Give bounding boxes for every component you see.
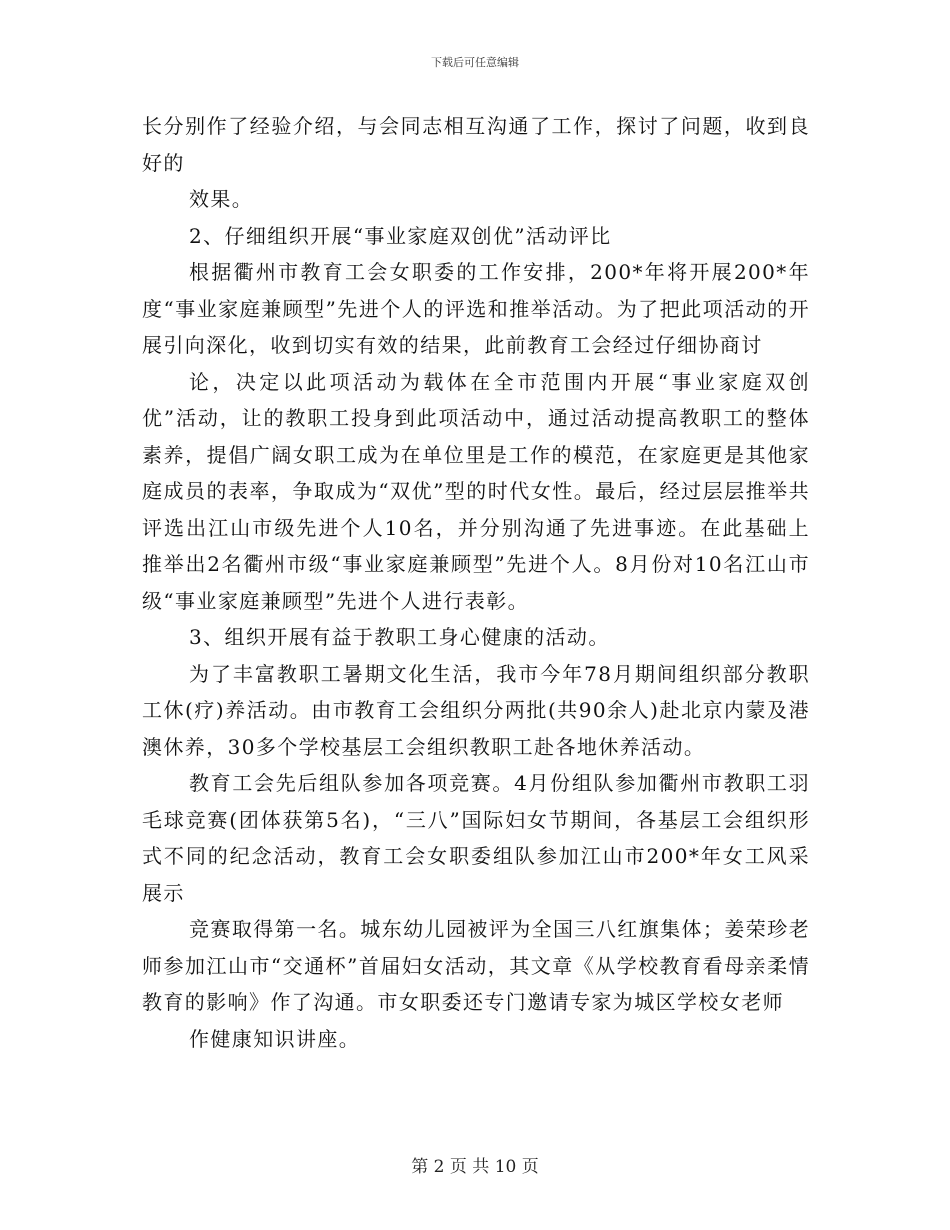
paragraph-4: 根据衢州市教育工会女职委的工作安排，200*年将开展200*年度“事业家庭兼顾型”先进个人的评选和推举活动。为了把此项活动的开展引向深化，收到切实有效的结果，此前教育工会经过仔细协商讨 <box>142 260 810 357</box>
page-header: 下载后可任意编辑 <box>431 56 519 69</box>
paragraph-5: 论，决定以此项活动为载体在全市范围内开展“事业家庭双创优”活动，让的教职工投身到此项活动中，通过活动提高教职工的整体素养，提倡广阔女职工成为在单位里是工作的模范，在家庭更是其他家庭成员的表率，争取成为“双优”型的时代女性。最后，经过层层推举共评选出江山市级先进个人10名，并分别沟通了先进事迹。在此基础上推举出2名衢州市级“事业家庭兼顾型”先进个人。8月份对10名江山市级“事业家庭兼顾型”先进个人进行表彰。 <box>142 369 810 613</box>
paragraph-1: 长分别作了经验介绍，与会同志相互沟通了工作，探讨了问题，收到良好的 <box>142 114 810 175</box>
paragraph-10: 作健康知识讲座。 <box>189 1026 361 1051</box>
paragraph-9: 竞赛取得第一名。城东幼儿园被评为全国三八红旗集体；姜荣珍老师参加江山市“交通杯”首届妇女活动，其文章《从学校教育看母亲柔情教育的影响》作了沟通。市女职委还专门邀请专家为城区学校女老师 <box>142 917 810 1014</box>
paragraph-6-heading: 3、组织开展有益于教职工身心健康的活动。 <box>189 625 610 649</box>
paragraph-8: 教育工会先后组队参加各项竞赛。4月份组队参加衢州市教职工羽毛球竞赛(团体获第5名)，“三八”国际妇女节期间，各基层工会组织形式不同的纪念活动，教育工会女职委组队参加江山市200*年女工风采展示 <box>142 771 810 905</box>
paragraph-7: 为了丰富教职工暑期文化生活，我市今年78月期间组织部分教职工休(疗)养活动。由市教育工会组织分两批(共90余人)赴北京内蒙及港澳休养，30多个学校基层工会组织教职工赴各地休养活动。 <box>142 661 810 759</box>
paragraph-2: 效果。 <box>189 187 254 211</box>
page-number: 第 2 页 共 10 页 <box>411 1157 539 1177</box>
paragraph-3-heading: 2、仔细组织开展“事业家庭双创优”活动评比 <box>189 223 612 248</box>
document-body <box>142 108 810 1057</box>
